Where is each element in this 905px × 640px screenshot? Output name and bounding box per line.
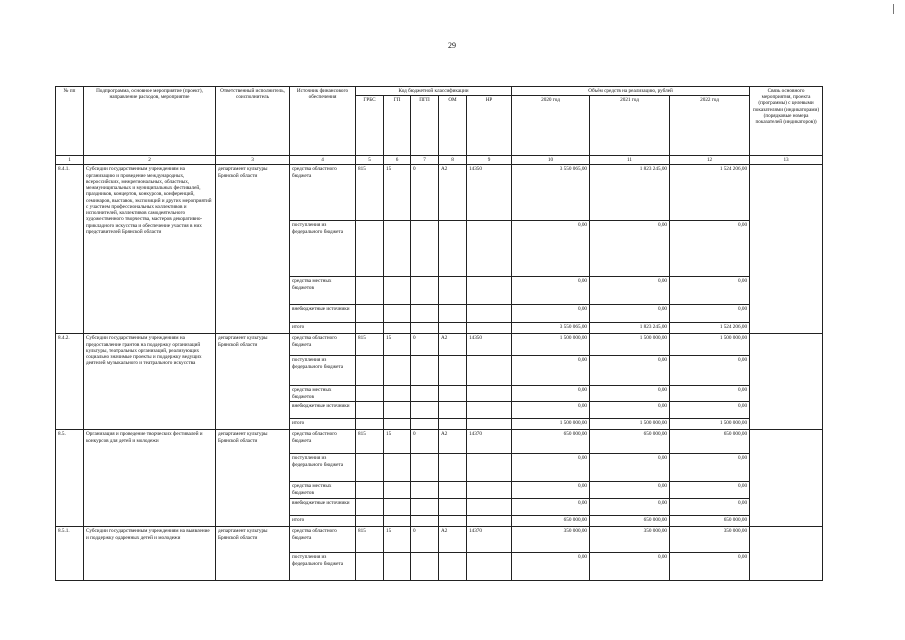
amount-2020-cell: 1 500 000,00 (512, 419, 590, 430)
grbs-cell (356, 419, 384, 430)
gp-cell (384, 323, 411, 334)
grbs-cell (356, 516, 384, 527)
amount-2022-cell: 0,00 (670, 356, 750, 386)
executor-cell: департамент культуры Брянской области (216, 165, 290, 334)
numbering-cell: 3 (216, 156, 290, 165)
pgp-cell (411, 553, 439, 581)
amount-2020-cell: 0,00 (512, 454, 590, 482)
row-number-cell: 8.4.2. (56, 334, 84, 430)
header-2021: 2021 год (590, 96, 670, 156)
gp-cell (384, 277, 411, 305)
source-cell: поступления из федерального бюджета (290, 221, 356, 277)
grbs-cell (356, 221, 384, 277)
source-cell: внебюджетные источники (290, 305, 356, 323)
om-cell: А2 (439, 430, 467, 454)
amount-2021-cell: 0,00 (590, 221, 670, 277)
program-name-cell: Организация и проведение творческих фестивалей и конкурсов для детей и молодежи (84, 430, 216, 527)
grbs-cell (356, 482, 384, 499)
pgp-cell (411, 419, 439, 430)
source-cell: средства областного бюджета (290, 165, 356, 221)
source-cell: итого (290, 516, 356, 527)
amount-2022-cell: 1 500 000,00 (670, 334, 750, 356)
header-program: Подпрограмма, основное мероприятие (проект), направление расходов, мероприятие (84, 87, 216, 156)
row-number-cell: 8.4.1. (56, 165, 84, 334)
grbs-cell (356, 277, 384, 305)
nr-cell (467, 454, 512, 482)
amount-2020-cell: 0,00 (512, 277, 590, 305)
om-cell (439, 305, 467, 323)
grbs-cell (356, 499, 384, 516)
amount-2022-cell: 0,00 (670, 305, 750, 323)
executor-cell: департамент культуры Брянской области (216, 527, 290, 581)
pgp-cell: 0 (411, 165, 439, 221)
source-cell: средства областного бюджета (290, 430, 356, 454)
amount-2020-cell: 0,00 (512, 305, 590, 323)
gp-cell (384, 356, 411, 386)
om-cell (439, 516, 467, 527)
amount-2021-cell: 0,00 (590, 356, 670, 386)
header-kbk: Код бюджетной классификации (356, 87, 512, 96)
source-cell: поступления из федерального бюджета (290, 553, 356, 581)
om-cell (439, 356, 467, 386)
om-cell: А2 (439, 334, 467, 356)
grbs-cell: 815 (356, 527, 384, 553)
header-row-1 (56, 87, 823, 96)
source-cell: средства областного бюджета (290, 334, 356, 356)
source-cell: средства местных бюджетов (290, 386, 356, 402)
amount-2022-cell: 0,00 (670, 499, 750, 516)
header-om: ОМ (439, 96, 467, 156)
amount-2020-cell: 0,00 (512, 386, 590, 402)
amount-2020-cell: 3 550 065,00 (512, 165, 590, 221)
amount-2021-cell: 0,00 (590, 277, 670, 305)
pgp-cell (411, 221, 439, 277)
amount-2021-cell: 0,00 (590, 482, 670, 499)
pgp-cell (411, 305, 439, 323)
amount-2020-cell: 0,00 (512, 356, 590, 386)
grbs-cell (356, 305, 384, 323)
amount-2020-cell: 1 500 000,00 (512, 334, 590, 356)
amount-2021-cell: 1 500 000,00 (590, 419, 670, 430)
gp-cell: 15 (384, 165, 411, 221)
om-cell: А2 (439, 527, 467, 553)
grbs-cell (356, 553, 384, 581)
amount-2021-cell: 0,00 (590, 305, 670, 323)
header-gp: ГП (384, 96, 411, 156)
nr-cell (467, 516, 512, 527)
indicators-cell (750, 527, 823, 581)
amount-2020-cell: 350 000,00 (512, 527, 590, 553)
amount-2022-cell: 0,00 (670, 553, 750, 581)
header-2020: 2020 год (512, 96, 590, 156)
source-cell: внебюджетные источники (290, 499, 356, 516)
om-cell (439, 323, 467, 334)
pgp-cell: 0 (411, 527, 439, 553)
source-cell: внебюджетные источники (290, 402, 356, 419)
amount-2021-cell: 1 500 000,00 (590, 334, 670, 356)
table-row (56, 165, 823, 221)
amount-2020-cell: 0,00 (512, 221, 590, 277)
om-cell (439, 386, 467, 402)
source-cell: итого (290, 323, 356, 334)
amount-2020-cell: 0,00 (512, 499, 590, 516)
amount-2020-cell: 650 000,00 (512, 430, 590, 454)
source-cell: поступления из федерального бюджета (290, 356, 356, 386)
pgp-cell: 0 (411, 334, 439, 356)
om-cell (439, 419, 467, 430)
amount-2022-cell: 0,00 (670, 221, 750, 277)
row-number-cell: 8.5. (56, 430, 84, 527)
source-cell: средства местных бюджетов (290, 482, 356, 499)
nr-cell (467, 482, 512, 499)
amount-2022-cell: 650 000,00 (670, 430, 750, 454)
numbering-cell: 12 (670, 156, 750, 165)
gp-cell (384, 402, 411, 419)
amount-2020-cell: 0,00 (512, 553, 590, 581)
gp-cell: 15 (384, 527, 411, 553)
nr-cell (467, 356, 512, 386)
numbering-cell: 6 (384, 156, 411, 165)
amount-2022-cell: 1 500 000,00 (670, 419, 750, 430)
om-cell (439, 499, 467, 516)
nr-cell (467, 499, 512, 516)
numbering-cell: 11 (590, 156, 670, 165)
om-cell: А2 (439, 165, 467, 221)
table-body (56, 165, 823, 581)
pgp-cell: 0 (411, 430, 439, 454)
nr-cell (467, 553, 512, 581)
amount-2021-cell: 350 000,00 (590, 527, 670, 553)
pgp-cell (411, 277, 439, 305)
pgp-cell (411, 482, 439, 499)
numbering-row (56, 156, 823, 165)
table-row (56, 527, 823, 553)
page-number: 29 (448, 41, 456, 50)
source-cell: средства местных бюджетов (290, 277, 356, 305)
header-pgp: ПГП (411, 96, 439, 156)
nr-cell (467, 386, 512, 402)
amount-2021-cell: 0,00 (590, 454, 670, 482)
gp-cell (384, 305, 411, 323)
amount-2022-cell: 0,00 (670, 402, 750, 419)
gp-cell (384, 221, 411, 277)
indicators-cell (750, 165, 823, 334)
gp-cell (384, 419, 411, 430)
amount-2021-cell: 650 000,00 (590, 516, 670, 527)
gp-cell (384, 454, 411, 482)
amount-2022-cell: 0,00 (670, 277, 750, 305)
executor-cell: департамент культуры Брянской области (216, 334, 290, 430)
program-name-cell: Субсидии государственным учреждениям на предоставление грантов на поддержку организаций культуры, театральных организаций, реализующих социально значимые проекты и поддержку ведущих деятелей музыкального и театрального искусства (84, 334, 216, 430)
program-name-cell: Субсидии государственным учреждениям на выявление и поддержку одаренных детей и молодежи (84, 527, 216, 581)
source-cell: итого (290, 419, 356, 430)
amount-2022-cell: 650 000,00 (670, 516, 750, 527)
amount-2022-cell: 1 524 206,00 (670, 165, 750, 221)
amount-2021-cell: 1 823 245,00 (590, 323, 670, 334)
amount-2020-cell: 0,00 (512, 482, 590, 499)
amount-2020-cell: 0,00 (512, 402, 590, 419)
pgp-cell (411, 499, 439, 516)
amount-2021-cell: 1 823 245,00 (590, 165, 670, 221)
pgp-cell (411, 356, 439, 386)
header-source: Источник финансового обеспечения (290, 87, 356, 156)
numbering-cell: 10 (512, 156, 590, 165)
gp-cell (384, 386, 411, 402)
pgp-cell (411, 402, 439, 419)
nr-cell (467, 323, 512, 334)
nr-cell (467, 277, 512, 305)
row-number-cell: 8.5.1. (56, 527, 84, 581)
numbering-cell: 2 (84, 156, 216, 165)
amount-2020-cell: 3 550 065,00 (512, 323, 590, 334)
header-2022: 2022 год (670, 96, 750, 156)
pgp-cell (411, 516, 439, 527)
nr-cell (467, 305, 512, 323)
om-cell (439, 482, 467, 499)
numbering-cell: 8 (439, 156, 467, 165)
grbs-cell (356, 386, 384, 402)
amount-2022-cell: 1 524 206,00 (670, 323, 750, 334)
gp-cell: 15 (384, 430, 411, 454)
numbering-cell: 4 (290, 156, 356, 165)
header-volume: Объём средств на реализацию, рублей (512, 87, 750, 96)
gp-cell (384, 553, 411, 581)
numbering-cell: 13 (750, 156, 823, 165)
numbering-cell: 7 (411, 156, 439, 165)
grbs-cell (356, 356, 384, 386)
program-name-cell: Субсидии государственным учреждениям на организацию и проведение международных, всероссийских, межрегиональных, областных, межмуниципальных и муниципальных фестивалей, праздников, концертов, конкурсов, конференций, семинаров, выставок, экспозиций и других мероприятий с участием профессиональных коллективов и исполнителей, коллективов самодеятельного художественного творчества, мастеров декоративно-прикладного искусства и обеспечение участия в них представителей Брянской области (84, 165, 216, 334)
table-row (56, 334, 823, 356)
gp-cell (384, 499, 411, 516)
grbs-cell: 815 (356, 165, 384, 221)
nr-cell (467, 221, 512, 277)
pgp-cell (411, 323, 439, 334)
amount-2021-cell: 650 000,00 (590, 430, 670, 454)
grbs-cell: 815 (356, 430, 384, 454)
source-cell: средства областного бюджета (290, 527, 356, 553)
nr-cell (467, 419, 512, 430)
om-cell (439, 454, 467, 482)
om-cell (439, 402, 467, 419)
gp-cell: 15 (384, 334, 411, 356)
header-executor: Ответственный исполнитель, соисполнитель (216, 87, 290, 156)
amount-2022-cell: 0,00 (670, 454, 750, 482)
grbs-cell: 815 (356, 334, 384, 356)
amount-2021-cell: 0,00 (590, 553, 670, 581)
numbering-cell: 5 (356, 156, 384, 165)
executor-cell: департамент культуры Брянской области (216, 430, 290, 527)
om-cell (439, 277, 467, 305)
numbering-cell: 1 (56, 156, 84, 165)
amount-2020-cell: 650 000,00 (512, 516, 590, 527)
nr-cell (467, 402, 512, 419)
om-cell (439, 553, 467, 581)
amount-2021-cell: 0,00 (590, 402, 670, 419)
numbering-cell: 9 (467, 156, 512, 165)
source-cell: поступления из федерального бюджета (290, 454, 356, 482)
nr-cell: 14370 (467, 527, 512, 553)
grbs-cell (356, 323, 384, 334)
grbs-cell (356, 402, 384, 419)
header-num: № пп (56, 87, 84, 156)
amount-2022-cell: 0,00 (670, 482, 750, 499)
om-cell (439, 221, 467, 277)
table-row (56, 430, 823, 454)
indicators-cell (750, 430, 823, 527)
gp-cell (384, 482, 411, 499)
budget-table (55, 86, 823, 581)
nr-cell: 14350 (467, 334, 512, 356)
indicators-cell (750, 334, 823, 430)
gp-cell (384, 516, 411, 527)
amount-2022-cell: 0,00 (670, 386, 750, 402)
amount-2021-cell: 0,00 (590, 499, 670, 516)
grbs-cell (356, 454, 384, 482)
amount-2022-cell: 350 000,00 (670, 527, 750, 553)
amount-2021-cell: 0,00 (590, 386, 670, 402)
edge-mark (893, 4, 894, 14)
pgp-cell (411, 454, 439, 482)
nr-cell: 14350 (467, 165, 512, 221)
pgp-cell (411, 386, 439, 402)
header-grbs: ГРБС (356, 96, 384, 156)
header-nr: НР (467, 96, 512, 156)
header-indicators: Связь основного мероприятия, проекта (программы) с целевыми показателями (индикаторами) (порядковые номера показателей (индикаторов)) (750, 87, 823, 156)
nr-cell: 14370 (467, 430, 512, 454)
